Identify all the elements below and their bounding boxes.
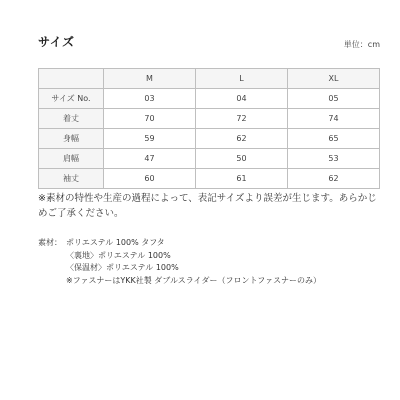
cell-value: 70 (104, 109, 196, 129)
size-note: ※素材の特性や生産の過程によって、表記サイズより誤差が生じます。あらかじめご了承ください。 (38, 193, 377, 219)
materials-section (38, 237, 383, 287)
row-label: 身幅 (39, 129, 104, 149)
table-row (39, 149, 380, 169)
row-label: 肩幅 (39, 149, 104, 169)
cell-value: 62 (196, 129, 288, 149)
header-l: L (196, 69, 288, 89)
cell-value: 62 (288, 169, 380, 189)
row-label: 袖丈 (39, 169, 104, 189)
material-line: ※ファスナーはYKK社製 ダブルスライダー（フロントファスナーのみ） (66, 275, 321, 285)
cell-value: 74 (288, 109, 380, 129)
cell-value: 60 (104, 169, 196, 189)
header-xl: XL (288, 69, 380, 89)
cell-value: 65 (288, 129, 380, 149)
table-row (39, 129, 380, 149)
cell-value: 53 (288, 149, 380, 169)
cell-value: 03 (104, 89, 196, 109)
table-row (39, 169, 380, 189)
material-line: 〈裏地〉ポリエステル 100% (66, 250, 171, 260)
cell-value: 61 (196, 169, 288, 189)
table-header-row (39, 69, 380, 89)
cell-value: 04 (196, 89, 288, 109)
unit-label: 単位：cm (343, 40, 380, 49)
cell-value: 05 (288, 89, 380, 109)
header-corner (39, 69, 104, 89)
materials-lines (66, 237, 383, 287)
cell-value: 50 (196, 149, 288, 169)
cell-value: 59 (104, 129, 196, 149)
size-table (38, 68, 380, 189)
table-row (39, 89, 380, 109)
row-label: サイズ No. (39, 89, 104, 109)
cell-value: 72 (196, 109, 288, 129)
cell-value: 47 (104, 149, 196, 169)
material-line: 〈保温材〉ポリエステル 100% (66, 263, 179, 272)
materials-label: 素材： (38, 238, 62, 247)
material-line: ポリエステル 100% タフタ (66, 238, 165, 247)
table-row (39, 109, 380, 129)
materials-row (38, 237, 383, 287)
row-label: 着丈 (39, 109, 104, 129)
header-m: M (104, 69, 196, 89)
page-title: サイズ (38, 35, 75, 49)
